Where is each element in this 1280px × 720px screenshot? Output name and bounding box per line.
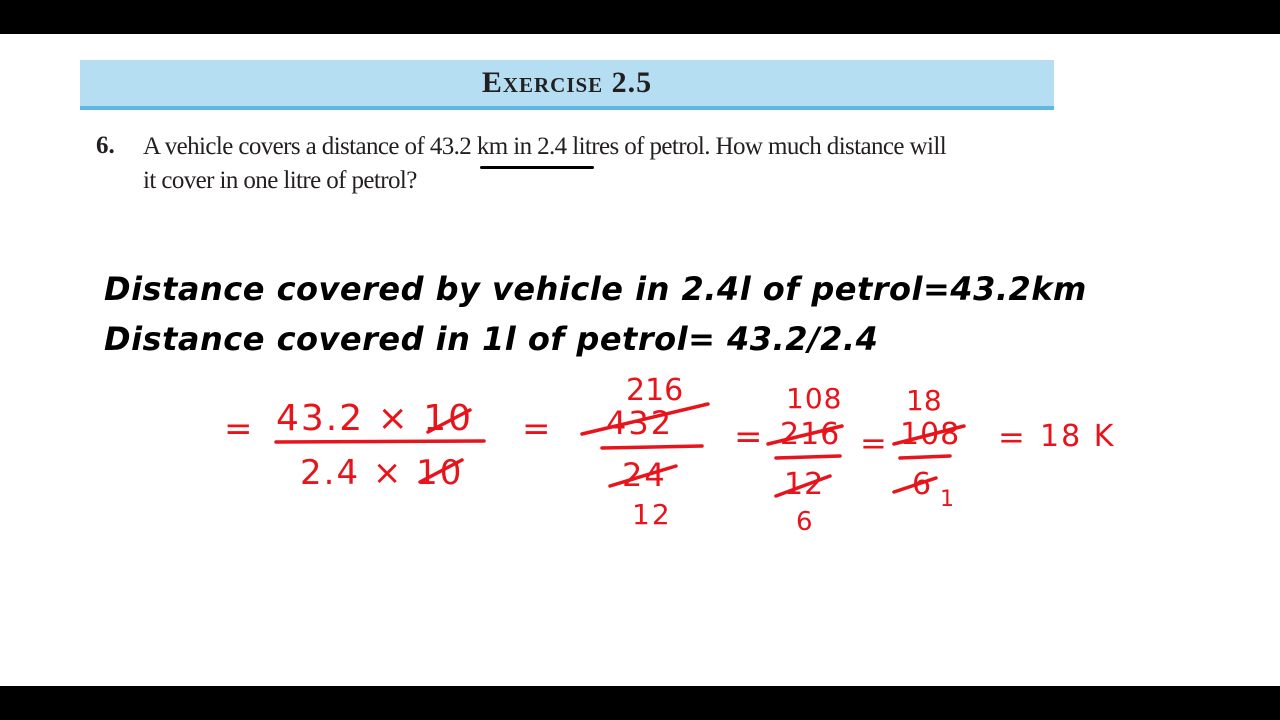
equals-sign-5: = (998, 418, 1025, 456)
fraction-4-denominator: 6 (912, 467, 932, 502)
equals-sign-4: = (860, 424, 887, 462)
fraction-1-bar (276, 441, 484, 442)
equals-sign-1: = (224, 409, 253, 449)
fraction-1-denominator: 2.4 × 10 (300, 453, 464, 493)
solution-line-1: Distance covered by vehicle in 2.4l of petrol=43.2km (104, 270, 1087, 308)
fraction-1-numerator: 43.2 × 10 (276, 398, 474, 439)
exercise-title: Exercise 2.5 (481, 66, 653, 99)
fraction-4-top-note: 18 (906, 384, 942, 417)
equals-sign-2: = (522, 409, 551, 449)
question-line-1: A vehicle covers a distance of 43.2 km in 2.4 litres of petrol. How much distance will (143, 133, 947, 160)
fraction-2-bottom-note: 12 (632, 498, 672, 531)
fraction-2-numerator: 432 (606, 404, 674, 442)
fraction-4-numerator: 108 (900, 417, 961, 452)
question-number: 6. (96, 132, 115, 159)
fraction-4-bottom-note: 1 (940, 487, 954, 512)
fraction-4-bar (900, 456, 950, 458)
fraction-2-bar (602, 446, 702, 448)
fraction-3-bar (776, 456, 840, 458)
solution-line-2: Distance covered in 1l of petrol= 43.2/2.4 (104, 320, 879, 358)
result-value: 18 K (1040, 419, 1116, 454)
page (0, 34, 1280, 686)
fraction-3-bottom-note: 6 (796, 507, 813, 537)
fraction-3-numerator: 216 (780, 417, 841, 452)
fraction-3-denominator: 12 (784, 467, 825, 502)
fraction-2-denominator: 24 (622, 456, 667, 494)
fraction-2-top-note: 216 (626, 373, 684, 408)
equals-sign-3: = (734, 417, 763, 457)
handwritten-working (0, 34, 1280, 686)
question-line-2: it cover in one litre of petrol? (143, 167, 417, 194)
fraction-3-top-note: 108 (786, 382, 843, 415)
